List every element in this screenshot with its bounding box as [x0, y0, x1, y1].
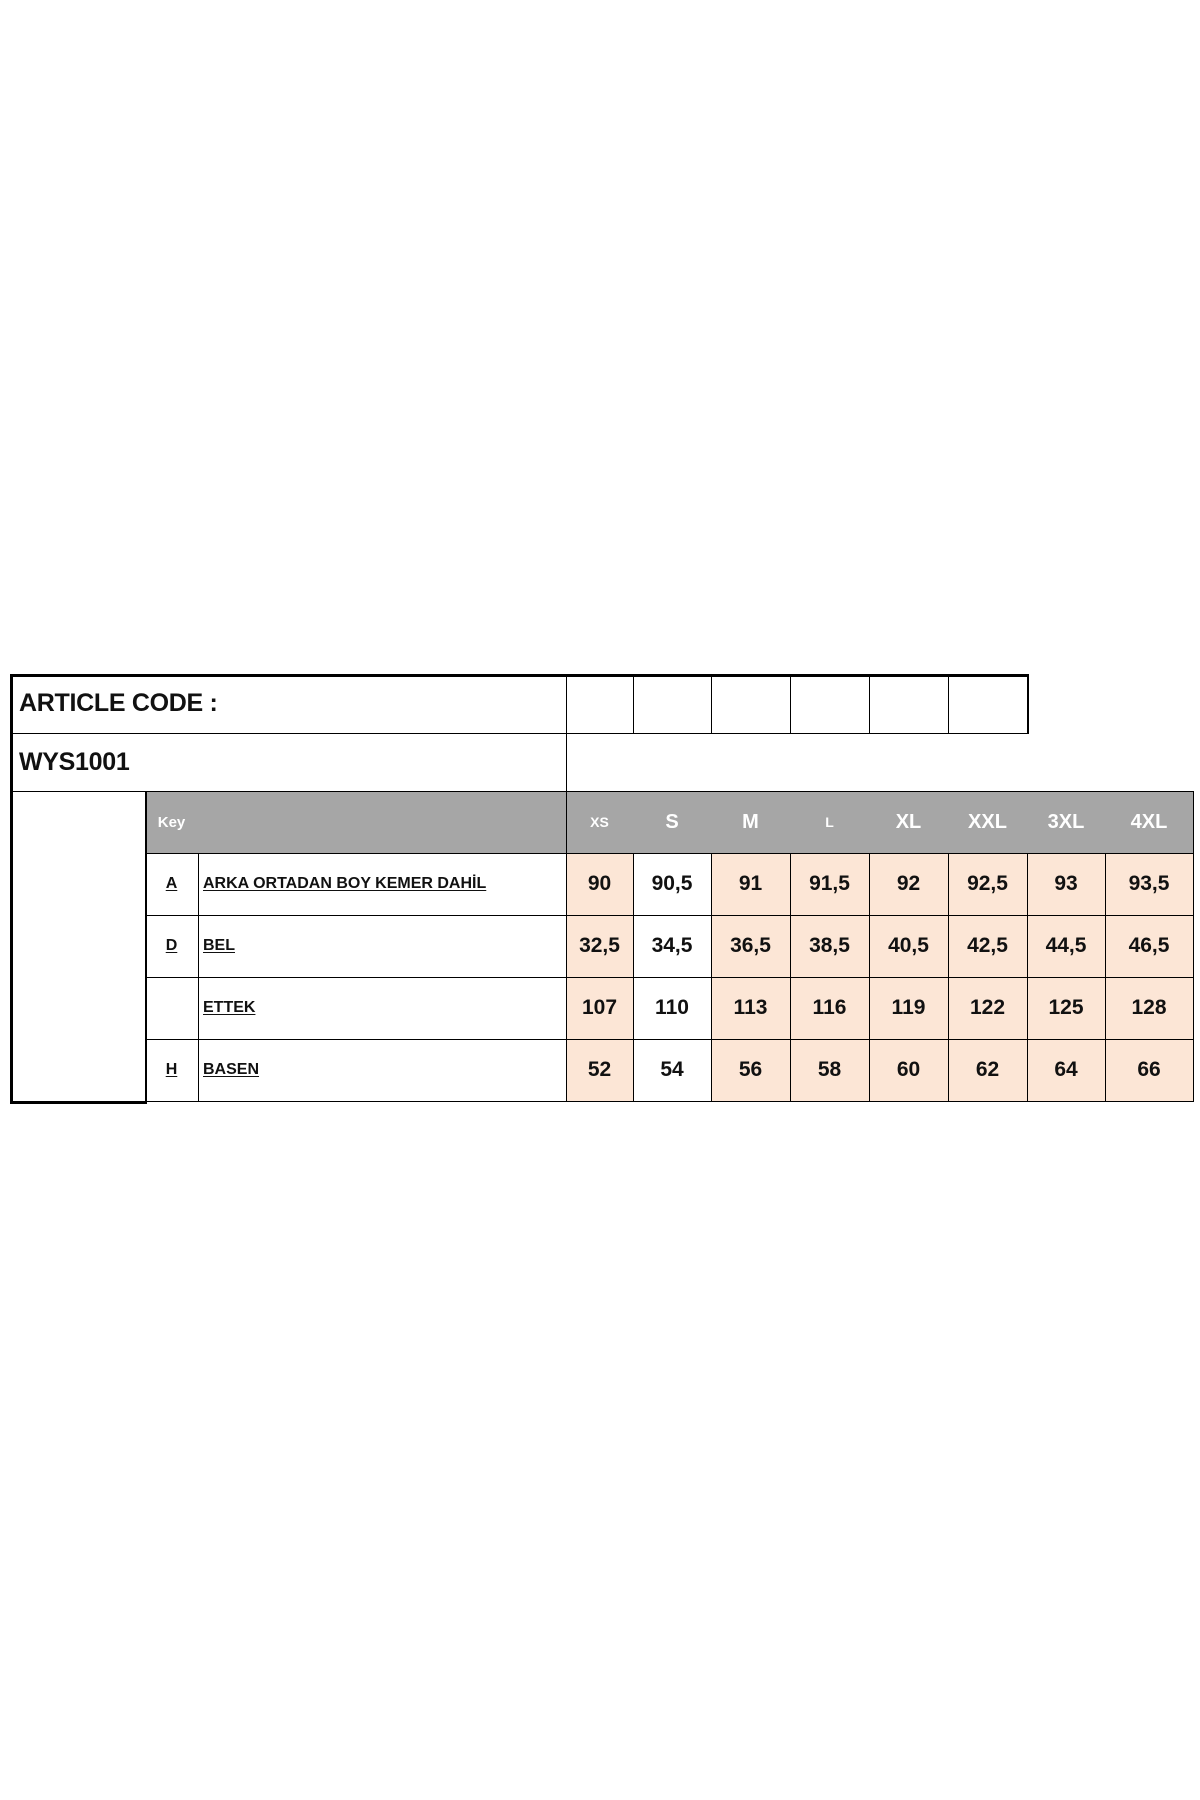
title-divider: [10, 733, 566, 734]
size-column-divider: [1027, 853, 1028, 1102]
measurement-value: 122: [948, 977, 1027, 1039]
measurement-value: 32,5: [566, 915, 633, 977]
measurement-value: 52: [566, 1039, 633, 1101]
measurement-value: 113: [711, 977, 790, 1039]
code-box-right-border: [1027, 674, 1029, 733]
box-left-border: [10, 674, 13, 1103]
box-top-border: [10, 674, 1029, 677]
measurement-value: 38,5: [790, 915, 869, 977]
row-divider: [145, 1039, 1194, 1040]
code-box-divider: [869, 674, 870, 733]
measurement-value: 92: [869, 853, 948, 915]
size-column-divider: [790, 853, 791, 1102]
measurement-value: 119: [869, 977, 948, 1039]
code-box-divider: [790, 674, 791, 733]
measurement-value: 90: [566, 853, 633, 915]
article-code-label: ARTICLE CODE :: [19, 689, 218, 717]
row-divider: [145, 915, 1194, 916]
header-top-border: [145, 791, 1193, 792]
box-bottom-border: [10, 1101, 147, 1104]
row-label: BEL: [203, 937, 235, 954]
measurement-value: 34,5: [633, 915, 711, 977]
row-key: A: [165, 875, 178, 892]
measurement-value: 92,5: [948, 853, 1027, 915]
size-header-m: M: [711, 791, 790, 853]
measurement-value: 36,5: [711, 915, 790, 977]
size-column-divider: [711, 853, 712, 1102]
row-label: ETTEK: [203, 999, 256, 1016]
row-divider: [145, 1101, 1194, 1102]
code-box-bottom: [566, 733, 1029, 734]
title-bottom-border: [10, 791, 145, 792]
measurement-value: 93,5: [1105, 853, 1193, 915]
measurement-value: 40,5: [869, 915, 948, 977]
measurement-value: 66: [1105, 1039, 1193, 1101]
key-left-border: [145, 791, 147, 1104]
row-divider: [145, 853, 1194, 854]
code-box-divider: [948, 674, 949, 733]
size-column-divider: [948, 853, 949, 1102]
measurement-value: 62: [948, 1039, 1027, 1101]
measurement-value: 116: [790, 977, 869, 1039]
size-header-4xl: 4XL: [1105, 791, 1193, 853]
measurement-value: 91: [711, 853, 790, 915]
article-code-value: WYS1001: [19, 747, 130, 776]
size-header-xs: XS: [566, 791, 633, 853]
measurement-value: 107: [566, 977, 633, 1039]
measurement-value: 60: [869, 1039, 948, 1101]
size-header-s: S: [633, 791, 711, 853]
measurement-value: 54: [633, 1039, 711, 1101]
measurement-value: 56: [711, 1039, 790, 1101]
measurement-value: 125: [1027, 977, 1105, 1039]
code-box-divider: [633, 674, 634, 733]
row-label: BASEN: [203, 1061, 260, 1078]
row-key: D: [165, 937, 178, 954]
key-column-header: Key: [145, 791, 198, 853]
measurement-value: 44,5: [1027, 915, 1105, 977]
measurement-value: 58: [790, 1039, 869, 1101]
measurement-value: 91,5: [790, 853, 869, 915]
size-header-xl: XL: [869, 791, 948, 853]
measurement-value: 42,5: [948, 915, 1027, 977]
row-label: ARKA ORTADAN BOY KEMER DAHİL: [203, 875, 487, 892]
size-column-divider: [869, 853, 870, 1102]
size-header-3xl: 3XL: [1027, 791, 1105, 853]
measurement-value: 64: [1027, 1039, 1105, 1101]
measurement-value: 128: [1105, 977, 1193, 1039]
measurement-value: 110: [633, 977, 711, 1039]
code-box-divider: [711, 674, 712, 733]
row-divider: [145, 977, 1194, 978]
row-key: H: [165, 1061, 178, 1078]
size-header-xxl: XXL: [948, 791, 1027, 853]
size-column-divider: [633, 853, 634, 1102]
label-column-header: [198, 791, 566, 853]
measurement-value: 90,5: [633, 853, 711, 915]
measurement-value: 46,5: [1105, 915, 1193, 977]
size-header-l: L: [790, 791, 869, 853]
label-size-divider: [566, 674, 567, 1102]
size-column-divider: [1105, 853, 1106, 1102]
measurement-value: 93: [1027, 853, 1105, 915]
row-key: [145, 977, 198, 1039]
table-right-border: [1193, 791, 1194, 1102]
